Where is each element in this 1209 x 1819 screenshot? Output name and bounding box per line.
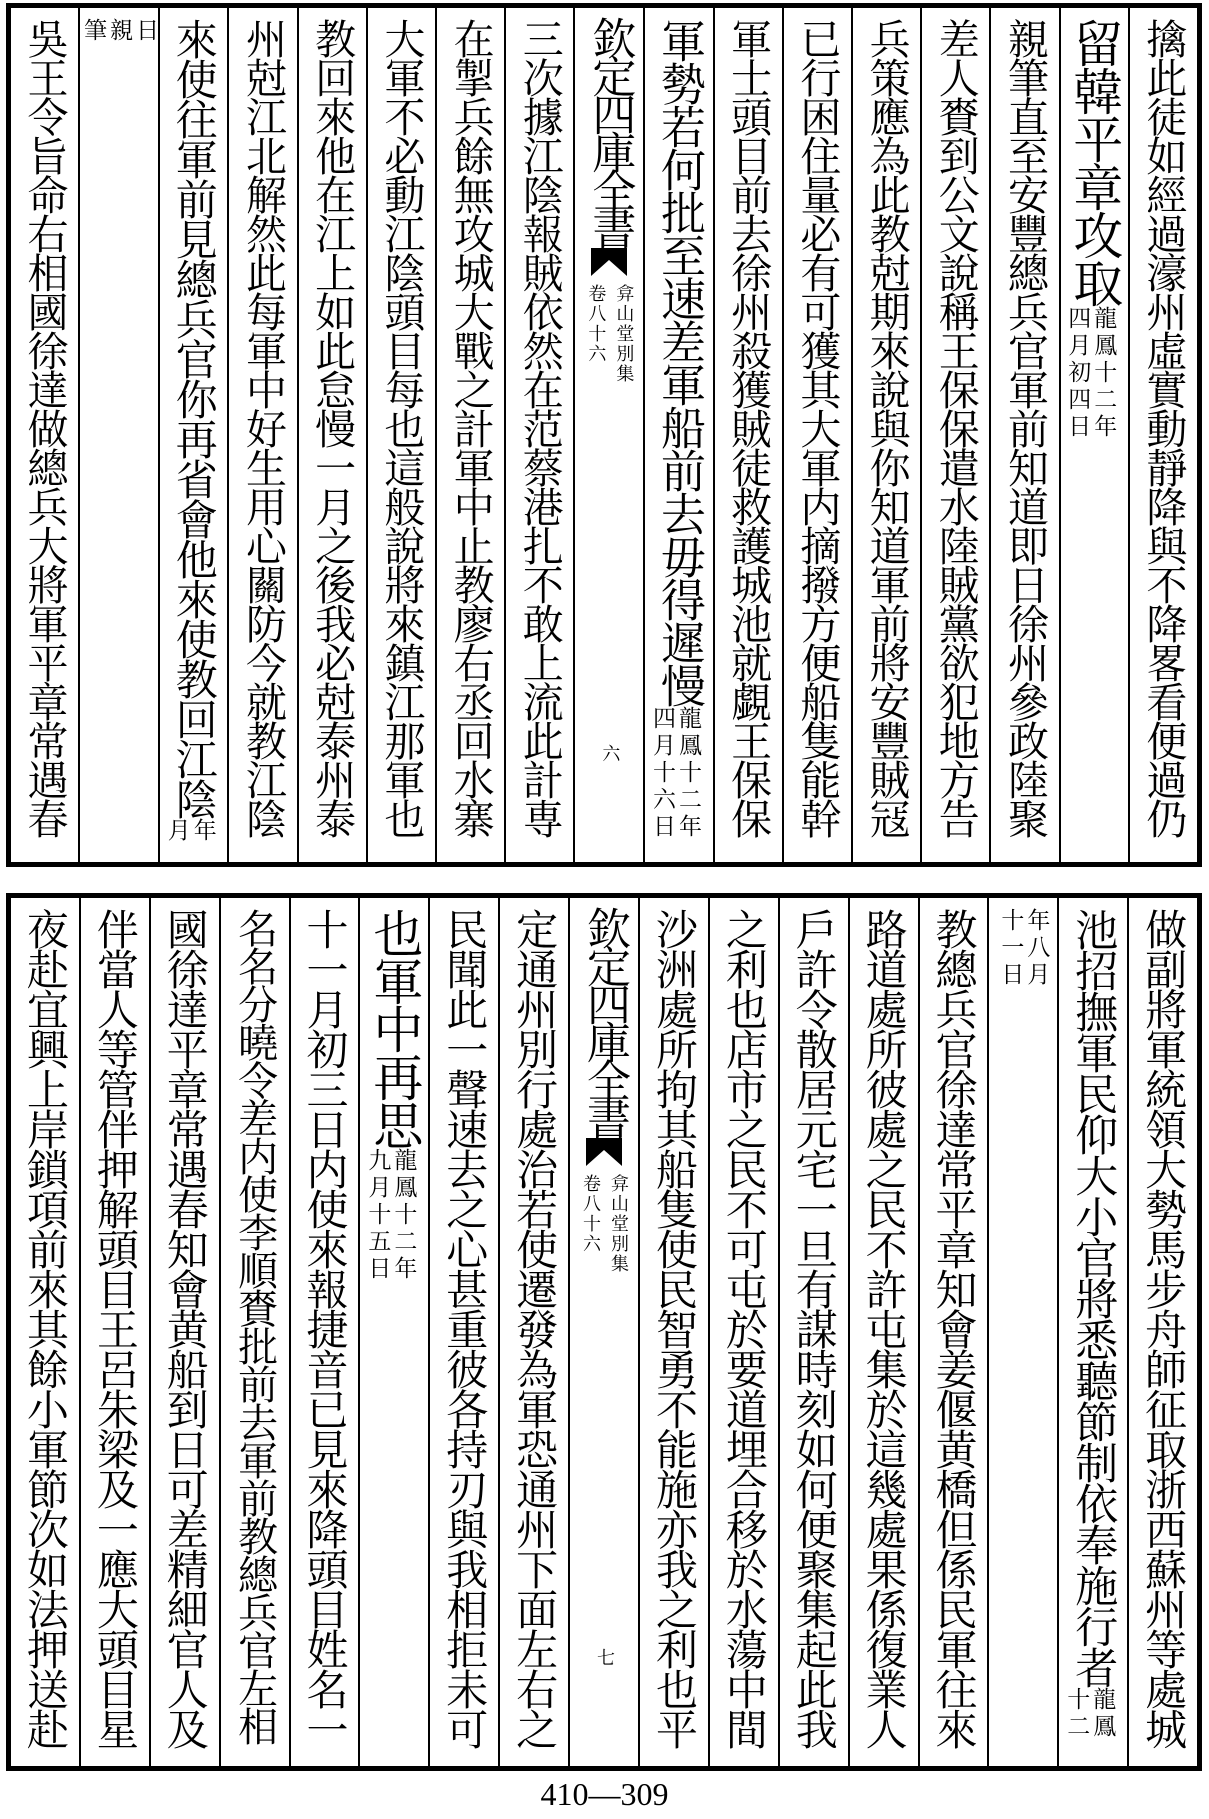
book-title: 弇山堂別集: [613, 284, 635, 384]
date-note: [997, 908, 1049, 1756]
text-column: [643, 8, 712, 862]
text-column: [778, 898, 848, 1766]
date-note: [649, 706, 701, 841]
text-column: [289, 898, 359, 1766]
column-text: 沙洲處所拘其船隻使民智勇不能施亦我之利也平: [649, 908, 699, 1748]
text-column: [918, 898, 988, 1766]
column-text: 大軍不必動江陰頭目每也這般說將來鎮江那軍也: [377, 18, 426, 837]
note-line: 四月初四日: [1064, 306, 1091, 441]
text-column: [358, 898, 428, 1766]
note-line: 十一日: [997, 908, 1024, 989]
column-text: 已行困住量必有可獲其大軍内摘撥方便船隻能幹: [793, 18, 842, 837]
text-column: [11, 898, 79, 1766]
text-column: [782, 8, 851, 862]
text-column: [987, 898, 1057, 1766]
fishtail-mark-icon: [586, 1138, 622, 1166]
leaf-number: 六: [599, 744, 621, 762]
text-column: [1128, 8, 1197, 862]
column-text: 教回來他在江上如此怠慢一月之後我必尅泰州泰: [308, 18, 357, 837]
volume-label: 卷八十六: [585, 284, 607, 364]
volume-label: 卷八十六: [580, 1174, 601, 1254]
note-line: 親: [106, 18, 133, 45]
note-line: 十二: [1063, 1687, 1090, 1741]
fishtail-mark-icon: [591, 248, 627, 276]
date-note: [364, 1148, 416, 1283]
date-note: [1063, 1687, 1115, 1741]
text-column: [498, 898, 568, 1766]
note-line: 月: [163, 818, 190, 845]
text-column: [848, 898, 918, 1766]
text-column: [708, 898, 778, 1766]
date-note: [1064, 306, 1116, 441]
column-text: 在掣兵餘無攻城大戰之計軍中止教廖右丞回水寨: [446, 18, 495, 837]
note-line: 筆: [80, 18, 107, 45]
column-text: 教總兵官徐達常平章知會姜偃黄橋但係民軍往來: [929, 908, 979, 1748]
text-column: [638, 898, 708, 1766]
column-text: 國徐達平章常遇春知會黄船到日可差精細官人及: [160, 908, 210, 1748]
note-line: 年八月: [1023, 908, 1050, 989]
column-text: 擒此徒如經過濠州虛實動靜降與不降畧看便過仍: [1139, 18, 1188, 837]
text-column: [435, 8, 504, 862]
book-title: 弇山堂別集: [608, 1174, 629, 1274]
column-text: 軍勢若何批至速差軍船前去毋得遲慢: [652, 18, 706, 706]
note-line: 龍鳳十二年: [674, 706, 701, 841]
date-note: [164, 818, 216, 845]
date-note: [80, 18, 158, 852]
text-column: [989, 8, 1058, 862]
note-line: 年: [189, 818, 216, 845]
column-text: 吳王令旨命右相國徐達做總兵大將軍平章常遇春: [20, 18, 69, 837]
text-column: [227, 8, 296, 862]
column-text: 州尅江北解然此每軍中好生用心關防今就教江陰: [238, 18, 287, 837]
column-text: 路道處所彼處之民不許屯集於這幾處果係復業人: [859, 908, 909, 1748]
text-column: [1127, 898, 1197, 1766]
note-line: 龍鳳: [1089, 1687, 1116, 1741]
library-title: 欽定四庫全書: [579, 906, 630, 1134]
page-gutter: [573, 8, 643, 862]
text-column: [219, 898, 289, 1766]
column-text: 三次據江陰報賊依然在范蔡港扎不敢上流此計専: [515, 18, 564, 837]
note-line: 日: [132, 18, 159, 45]
text-column: [297, 8, 366, 862]
column-text: 之利也店市之民不可屯於要道埋合移於水蕩中間: [719, 908, 769, 1748]
text-column: [1059, 8, 1128, 862]
column-text: 伴當人等管伴押解頭目王呂朱梁及一應大頭目星: [90, 908, 140, 1748]
column-text: 定通州別行處治若使遷發為軍恐通州下面左右之: [510, 908, 560, 1748]
text-column: [851, 8, 920, 862]
library-title: 欽定四庫全書: [584, 16, 636, 244]
text-column: [149, 898, 219, 1766]
column-text: 也軍中再思: [365, 908, 424, 1148]
column-text: 名名分曉令差内使李順賚批前去軍前教總兵官左相: [231, 908, 278, 1744]
leaf-number: 七: [594, 1648, 615, 1666]
page-gutter: [568, 898, 638, 1766]
note-line: 四月十六日: [648, 706, 675, 841]
column-text: 來使往軍前見總兵官你再省會他來使教回江陰: [169, 18, 219, 818]
text-column: [79, 898, 149, 1766]
column-text: 做副將軍統領大勢馬步舟師征取浙西蘇州等處城: [1139, 908, 1189, 1748]
column-text: 留韓平章攻取: [1065, 18, 1124, 306]
text-column: [366, 8, 435, 862]
column-text: 戶許令散居元宅一旦有謀時刻如何便聚集起此我: [789, 908, 839, 1748]
column-text: 十一月初三日内使來報捷音已見來降頭目姓名一: [300, 908, 350, 1748]
text-column: [1057, 898, 1127, 1766]
bottom-page: [6, 893, 1202, 1771]
note-line: 龍鳳十二年: [390, 1148, 417, 1283]
column-text: 夜赴宜興上岸鎖項前來其餘小軍節次如法押送赴: [20, 908, 70, 1748]
column-text: 親筆直至安豐總兵官軍前知道即日徐州參政陸聚: [1000, 18, 1049, 837]
text-column: [78, 8, 158, 862]
column-text: 差人賚到公文說稱王保保遣水陸賊黨欲犯地方告: [931, 18, 980, 837]
column-text: 兵策應為此教尅期來說與你知道軍前將安豐賊冦: [862, 18, 911, 837]
column-text: 池招撫軍民仰大小官將悉聽節制依奉施行者: [1068, 908, 1119, 1687]
note-line: 龍鳳十二年: [1090, 306, 1117, 441]
note-line: 九月十五日: [364, 1148, 391, 1283]
column-text: 軍士頭目前去徐州殺獲賊徒救護城池就覷王保保: [724, 18, 773, 837]
text-column: [158, 8, 227, 862]
text-column: [11, 8, 78, 862]
text-column: [428, 898, 498, 1766]
page-number: 410—309: [540, 1776, 669, 1812]
text-column: [920, 8, 989, 862]
text-column: [504, 8, 573, 862]
column-text: 民聞此一聲速去之心甚重彼各持刃與我相拒未可: [440, 908, 490, 1748]
top-page: [6, 3, 1202, 867]
text-column: [713, 8, 782, 862]
